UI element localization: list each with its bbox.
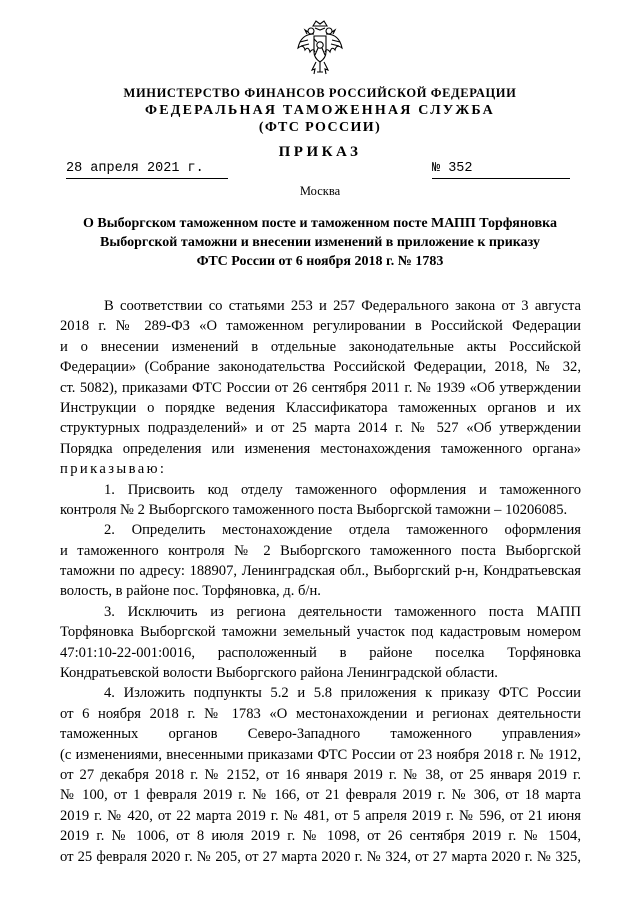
body-line: 2019 г. № 420, от 22 марта 2019 г. № 481, от 5 апреля 2019 г. № 596, от 21 июня <box>60 807 581 824</box>
body-line: (с изменениями, внесенными приказами ФТС России от 23 ноября 2018 г. № 1912, <box>60 746 581 763</box>
document-title <box>60 214 580 271</box>
body-line: Федерации» (Собрание законодательства Российской Федерации, 2018, № 32, <box>60 359 581 376</box>
body-line: от 27 декабря 2018 г. № 2152, от 16 января 2019 г. № 38, от 25 января 2019 г. <box>60 766 581 783</box>
body-line: таможенных органов Северо-Западного таможенного управления» <box>60 726 581 743</box>
body-line: и таможенного контроля № 2 Выборгского таможенного поста Выборгской <box>60 542 581 559</box>
body-line: 2. Определить местонахождение отдела таможенного оформления <box>104 522 581 539</box>
body-line: 4. Изложить подпункты 5.2 и 5.8 приложения к приказу ФТС России <box>104 685 581 702</box>
body-line: В соответствии со статьями 253 и 257 Федерального закона от 3 августа <box>104 298 581 314</box>
body-line: таможни по адресу: 188907, Ленинградская обл., Выборгский р-н, Кондратьевская <box>60 563 581 580</box>
body-line: Порядка определения или изменения местонахождения таможенного органа» <box>60 440 581 457</box>
body-line: 3. Исключить из региона деятельности таможенного поста МАПП <box>104 603 581 620</box>
document-type: ПРИКАЗ <box>278 144 362 160</box>
body-line: контроля № 2 Выборгского таможенного поста Выборгской таможни – 10206085. <box>60 501 568 518</box>
document-body <box>60 296 581 867</box>
body-line: ст. 5082), приказами ФТС России от 26 сентября 2011 г. № 1939 «Об утверждении <box>60 379 581 396</box>
title-line: ФТС России от 6 ноября 2018 г. № 1783 <box>196 254 444 269</box>
body-line: от 25 февраля 2020 г. № 205, от 27 марта 2020 г. № 324, от 27 марта 2020 г. № 325, <box>60 848 581 865</box>
body-line: Инструкции о порядке ведения Классификатора таможенных органов и их <box>60 399 581 416</box>
service-name: ФЕДЕРАЛЬНАЯ ТАМОЖЕННАЯ СЛУЖБА <box>145 103 495 118</box>
body-line: Кондратьевской волости Выборгского района Ленинградской области. <box>60 665 498 682</box>
body-line: 1. Присвоить код отделу таможенного оформления и таможенного <box>104 481 581 498</box>
ministry-name: МИНИСТЕРСТВО ФИНАНСОВ РОССИЙСКОЙ ФЕДЕРАЦИИ <box>123 86 517 100</box>
order-number: № 352 <box>432 160 570 179</box>
body-line: волость, в районе пос. Торфяновка, д. б/н. <box>60 583 321 600</box>
body-line: Торфяновка Выборгской таможни земельный участок под кадастровым номером <box>60 624 581 641</box>
body-line: 2018 г. № 289-ФЗ «О таможенном регулировании в Российской Федерации <box>60 318 581 335</box>
body-line: от 6 ноября 2018 г. № 1783 «О местонахождении и регионах деятельности <box>60 705 581 722</box>
body-line-directive: приказываю: <box>60 461 167 478</box>
body-line: 47:01:10-22-001:0016, расположенный в районе поселка Торфяновка <box>60 644 581 661</box>
body-line: и о внесении изменений в отдельные законодательные акты Российской <box>60 338 581 355</box>
body-line: 2019 г. № 1006, от 8 июля 2019 г. № 1098, от 26 сентября 2019 г. № 1504, <box>60 828 581 845</box>
order-date: 28 апреля 2021 г. <box>66 160 228 179</box>
body-line: структурных подразделений» и от 25 марта 2014 г. № 527 «Об утверждении <box>60 420 581 437</box>
title-line: Выборгской таможни и внесении изменений в приложение к приказу <box>99 235 540 250</box>
service-abbreviation: (ФТС РОССИИ) <box>258 120 382 135</box>
body-line: № 100, от 1 февраля 2019 г. № 166, от 21 февраля 2019 г. № 306, от 18 марта <box>60 787 581 804</box>
double-headed-eagle-emblem-icon <box>296 18 344 76</box>
issue-city: Москва <box>299 184 341 198</box>
title-line: О Выборгском таможенном посте и таможенном посте МАПП Торфяновка <box>82 216 558 231</box>
